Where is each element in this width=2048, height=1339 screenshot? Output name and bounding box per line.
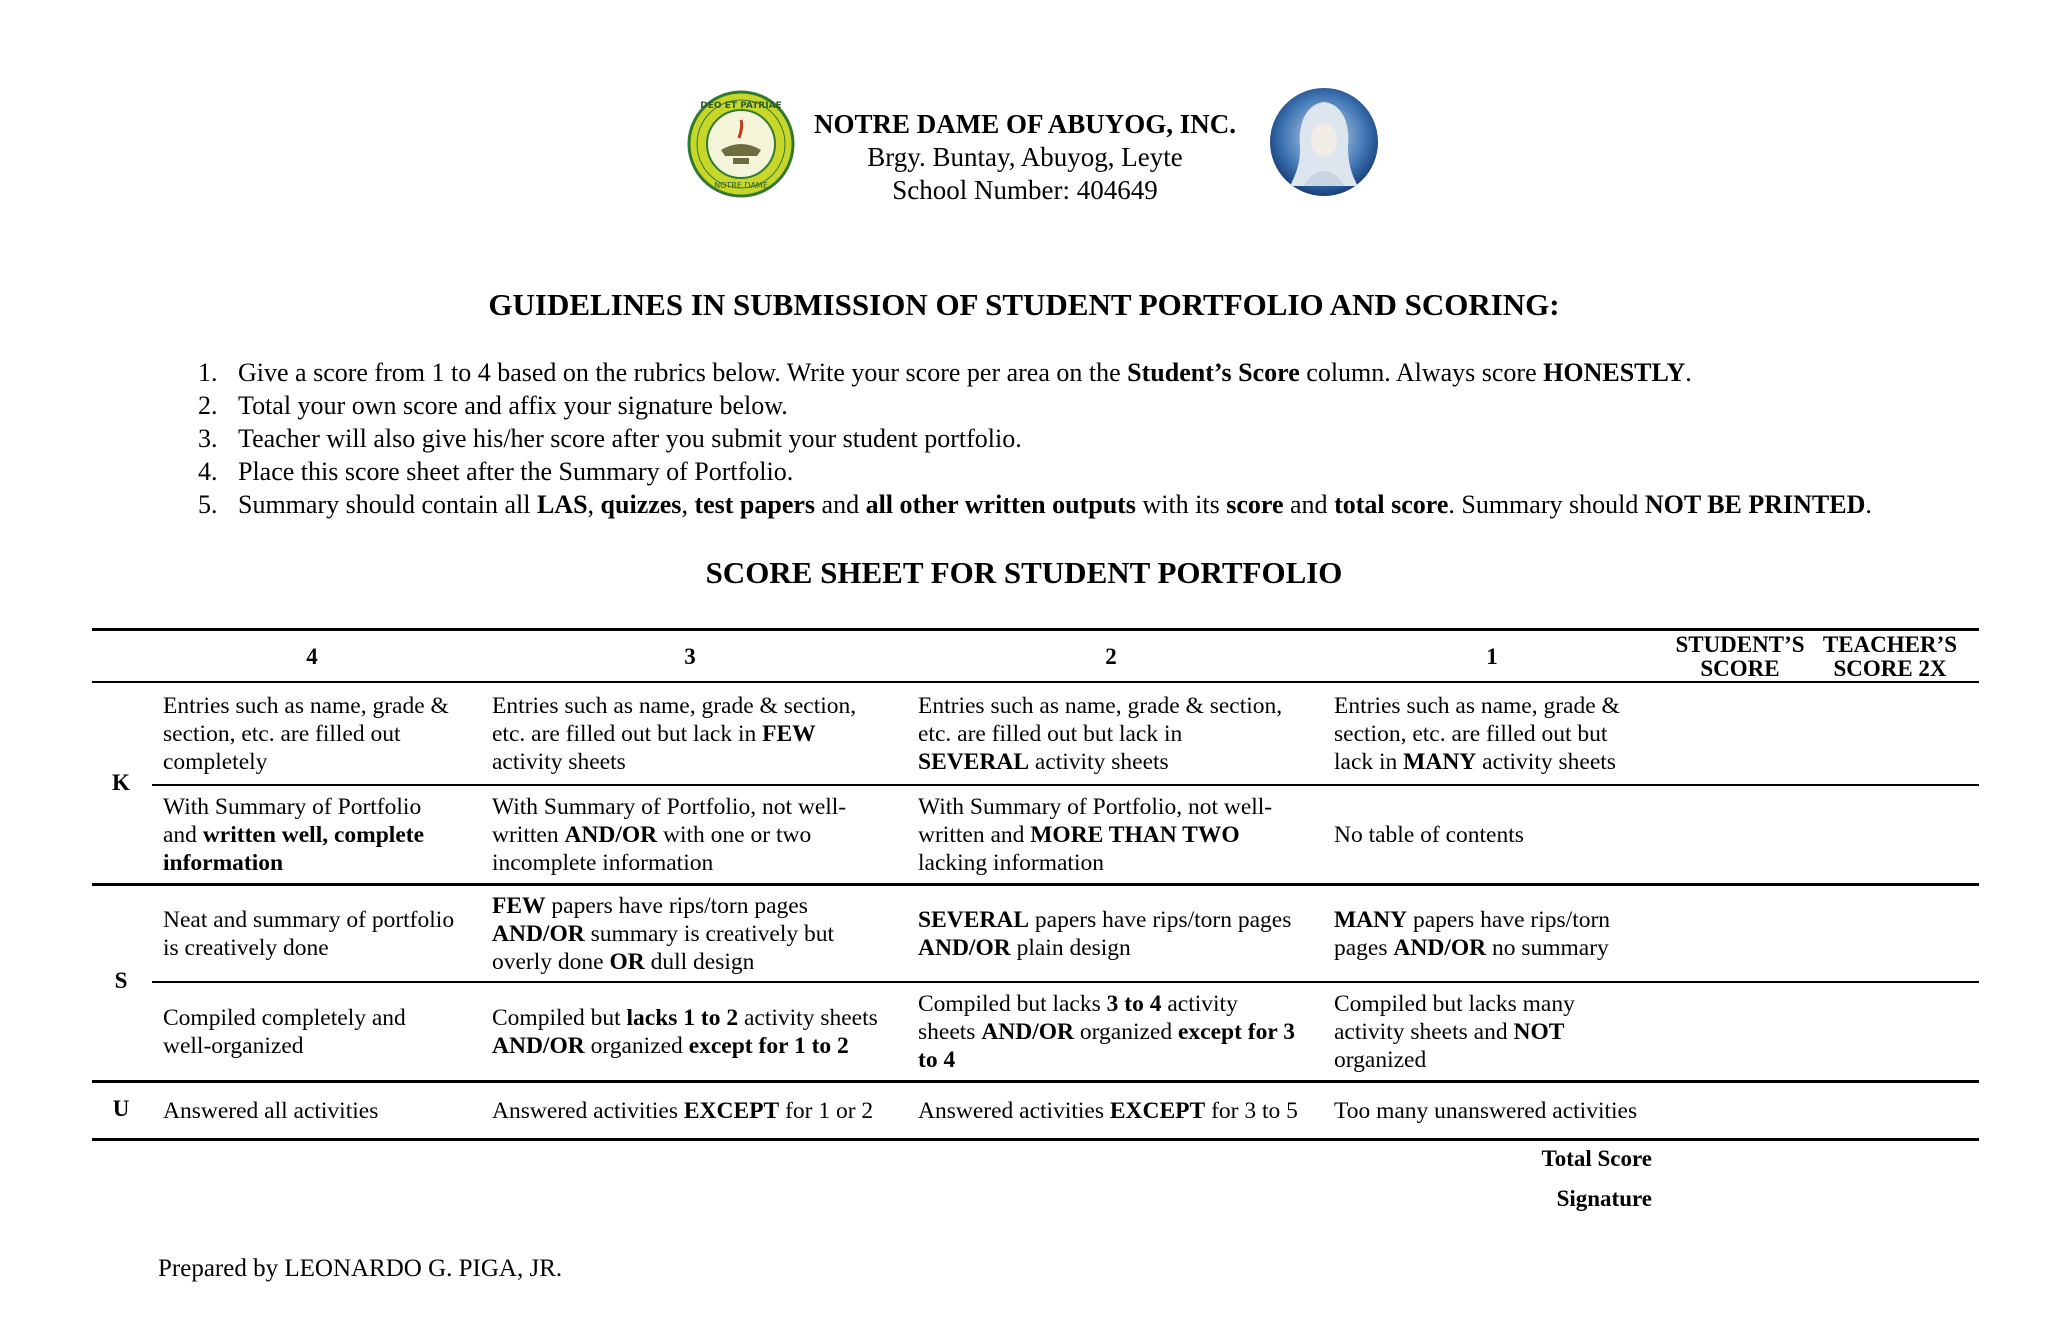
rubric-cell-row3-score-3: FEW papers have rips/torn pages AND/OR summary is creatively but overly done OR dull design [492, 893, 835, 975]
header-score-2: 2 [1105, 644, 1117, 669]
guideline-item: 2. Total your own score and affix your signature below. [198, 391, 788, 420]
header-score-1: 1 [1486, 644, 1498, 669]
header-score-3: 3 [684, 644, 696, 669]
svg-text:DEO ET PATRIAE: DEO ET PATRIAE [700, 101, 782, 111]
rubric-cell-row4-score-2: Compiled but lacks 3 to 4 activity sheets AND/OR organized except for 3 to 4 [918, 991, 1296, 1073]
guideline-item: 5. Summary should contain all LAS, quizzes, test papers and all other written outputs with its score and total score. Summary should NOT BE PRINTED. [198, 490, 1872, 519]
rubric-cell-row2-score-4: With Summary of Portfolio and written well, complete information [163, 794, 425, 876]
rubric-cell-row2-score-1: No table of contents [1334, 822, 1524, 848]
rubric-cell-row1-score-3: Entries such as name, grade & section, etc. are filled out but lack in FEW activity sheets [492, 693, 857, 775]
rubric-cell-row4-score-1: Compiled but lacks many activity sheets and NOT organized [1334, 991, 1575, 1073]
school-address: Brgy. Buntay, Abuyog, Leyte [867, 142, 1183, 172]
row-label-s: S [114, 968, 128, 993]
rubric-cell-row4-score-4: Compiled completely and well-organized [163, 1005, 406, 1059]
school-name: NOTRE DAME OF ABUYOG, INC. [813, 109, 1237, 139]
signature-label: Signature [1556, 1186, 1652, 1211]
rubric-cell-row5-score-3: Answered activities EXCEPT for 1 or 2 [492, 1098, 874, 1124]
rubric-cell-row3-score-1: MANY papers have rips/torn pages AND/OR no summary [1334, 907, 1611, 961]
rubric-cell-row5-score-1: Too many unanswered activities [1334, 1098, 1638, 1124]
header-bottom-rule [92, 681, 1979, 683]
guidelines-list [198, 356, 1998, 521]
total-score-label: Total Score [1541, 1146, 1652, 1171]
rubric-cell-row1-score-4: Entries such as name, grade & section, etc. are filled out completely [163, 693, 449, 775]
rubric-cell-row5-score-2: Answered activities EXCEPT for 3 to 5 [918, 1098, 1298, 1124]
virgin-mary-logo [1268, 86, 1380, 198]
school-header [0, 86, 2048, 206]
row-label-k: K [112, 770, 130, 795]
su-section-rule [92, 1080, 1979, 1083]
table-top-rule [92, 628, 1979, 631]
guideline-item: 1. Give a score from 1 to 4 based on the rubrics below. Write your score per area on the Student’s Score column. Always score HONESTLY. [198, 358, 1692, 387]
school-seal-logo [687, 90, 795, 198]
row-label-u: U [112, 1096, 130, 1121]
rubric-cell-row5-score-4: Answered all activities [163, 1098, 379, 1124]
school-number: School Number: 404649 [892, 175, 1158, 205]
rubric-cell-row3-score-4: Neat and summary of portfolio is creatively done [163, 907, 455, 961]
rubric-cell-row4-score-3: Compiled but lacks 1 to 2 activity sheets AND/OR organized except for 1 to 2 [492, 1005, 878, 1059]
table-bottom-rule [92, 1138, 1979, 1141]
rubric-cell-row2-score-3: With Summary of Portfolio, not well- written AND/OR with one or two incomplete information [492, 794, 847, 876]
ks-section-rule [92, 883, 1979, 886]
rubric-cell-row2-score-2: With Summary of Portfolio, not well- written and MORE THAN TWO lacking information [918, 794, 1273, 876]
guideline-item: 3. Teacher will also give his/her score after you submit your student portfolio. [198, 424, 1022, 453]
rubric-cell-row3-score-2: SEVERAL papers have rips/torn pages AND/OR plain design [918, 907, 1292, 961]
header-teachers-score: TEACHER’S SCORE 2X [1822, 632, 1958, 681]
prepared-by: Prepared by LEONARDO G. PIGA, JR. [158, 1255, 563, 1282]
guidelines-title: GUIDELINES IN SUBMISSION OF STUDENT PORTFOLIO AND SCORING: [488, 287, 1560, 322]
s-row-divider [152, 981, 1979, 983]
header-students-score: STUDENT’S SCORE [1675, 632, 1805, 681]
rubric-cell-row1-score-2: Entries such as name, grade & section, etc. are filled out but lack in SEVERAL activity sheets [918, 693, 1283, 775]
k-row-divider [152, 784, 1979, 786]
svg-text:NOTRE DAME: NOTRE DAME [714, 181, 768, 190]
header-score-4: 4 [306, 644, 318, 669]
guideline-item: 4. Place this score sheet after the Summary of Portfolio. [198, 457, 794, 486]
score-sheet-title: SCORE SHEET FOR STUDENT PORTFOLIO [705, 555, 1343, 590]
rubric-cell-row1-score-1: Entries such as name, grade & section, etc. are filled out but lack in MANY activity sheets [1334, 693, 1620, 775]
school-info [780, 108, 1270, 207]
